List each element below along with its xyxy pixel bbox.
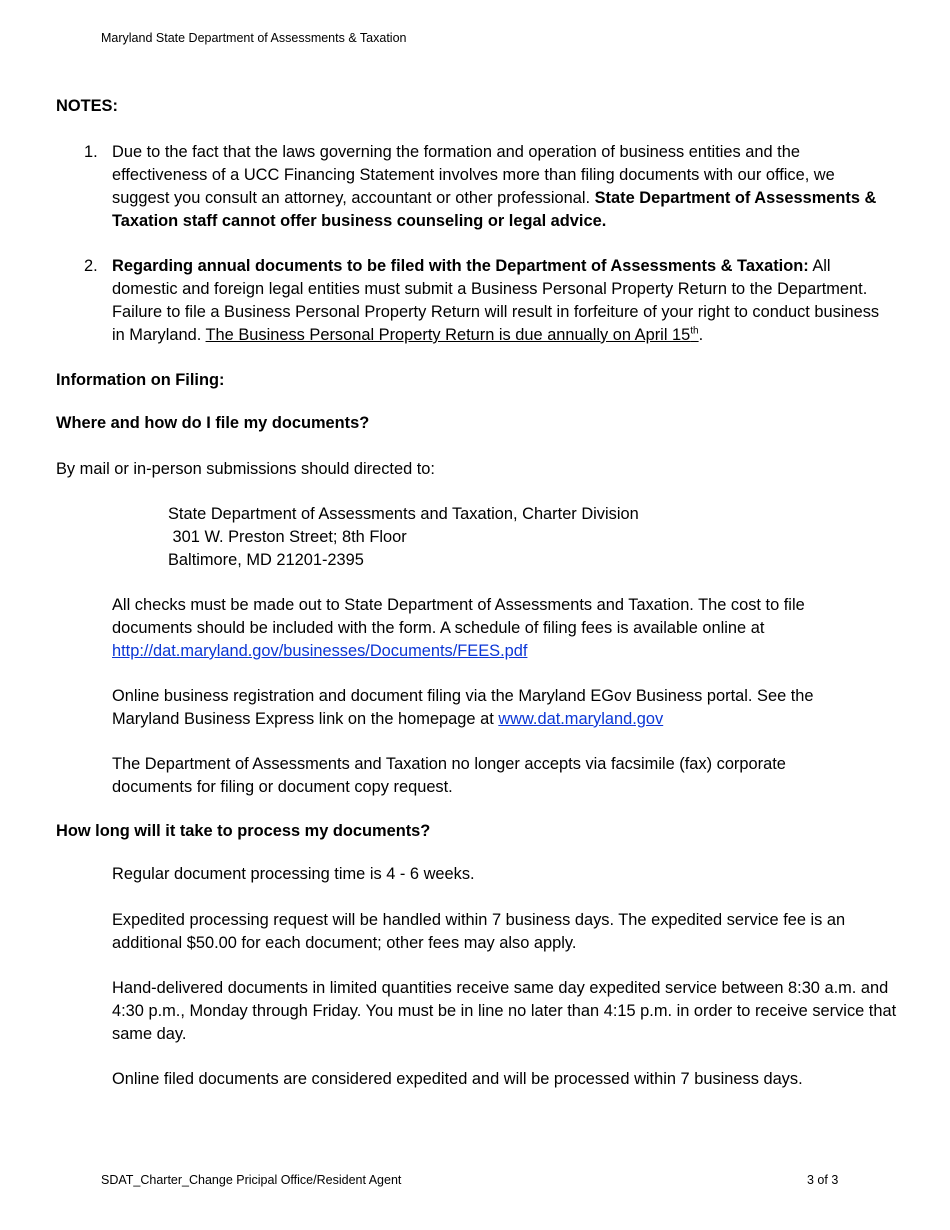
hand-delivered: Hand-delivered documents in limited quantities receive same day expedited service between 8:30 a.m. and 4:30 p.m., Monday through Friday. You must be in line no later than 4:15 p.m. in order to receive service that same day. <box>112 979 897 1043</box>
note-2-text: All domestic and foreign legal entities must submit a Business Personal Property Return to the Department. Failure to file a Business Personal Property Return will result in forfeiture of your right to conduct business in Maryland. <box>112 257 880 344</box>
page-header: Maryland State Department of Assessments & Taxation <box>101 31 407 45</box>
homepage-link[interactable]: www.dat.maryland.gov <box>498 710 664 728</box>
address-line-1: State Department of Assessments and Taxation, Charter Division <box>168 505 639 523</box>
note-2-bold: Regarding annual documents to be filed with the Department of Assessments & Taxation: <box>112 257 809 275</box>
note-2-due-date <box>206 326 699 344</box>
fees-link[interactable]: http://dat.maryland.gov/businesses/Documents/FEES.pdf <box>112 642 528 660</box>
notes-heading: NOTES: <box>56 97 118 115</box>
note-2-due-text: The Business Personal Property Return is due annually on April 15 <box>205 326 691 344</box>
checks-paragraph <box>112 594 852 663</box>
note-1-text: Due to the fact that the laws governing the formation and operation of business entities and the effectiveness of a UCC Financing Statement involves more than filing documents with our office, we suggest you consult an attorney, accountant or other professional. <box>112 143 835 207</box>
online-filed: Online filed documents are considered expedited and will be processed within 7 business days. <box>112 1070 803 1088</box>
address-line-3: Baltimore, MD 21201-2395 <box>168 551 364 569</box>
regular-processing: Regular document processing time is 4 - 6 weeks. <box>112 865 475 883</box>
footer-page-number: 3 of 3 <box>807 1173 839 1187</box>
footer-doc-name: SDAT_Charter_Change Pricipal Office/Resident Agent <box>101 1173 402 1187</box>
fax-paragraph: The Department of Assessments and Taxation no longer accepts via facsimile (fax) corporate documents for filing or document copy request. <box>112 755 786 796</box>
note-2-sup: th <box>690 325 699 337</box>
online-paragraph <box>112 685 852 731</box>
expedited-processing: Expedited processing request will be handled within 7 business days. The expedited service fee is an additional $50.00 for each document; other fees may also apply. <box>112 911 846 952</box>
online-text: Online business registration and document filing via the Maryland EGov Business portal. See the Maryland Business Express link on the homepage at <box>112 687 814 728</box>
note-2 <box>112 255 894 347</box>
filing-heading: Information on Filing: <box>56 371 225 389</box>
checks-text: All checks must be made out to State Department of Assessments and Taxation. The cost to file documents should be included with the form. A schedule of filing fees is available online at <box>112 596 805 637</box>
where-heading: Where and how do I file my documents? <box>56 414 370 432</box>
processing-heading: How long will it take to process my documents? <box>56 822 431 840</box>
address-line-2: 301 W. Preston Street; 8th Floor <box>168 528 407 546</box>
note-2-end: . <box>698 326 704 344</box>
mail-intro: By mail or in-person submissions should directed to: <box>56 460 435 478</box>
note-1-number: 1. <box>84 143 98 161</box>
note-1 <box>112 141 894 233</box>
note-1-bold: State Department of Assessments & Taxation staff cannot offer business counseling or legal advice. <box>112 189 877 230</box>
note-2-number: 2. <box>84 257 98 275</box>
